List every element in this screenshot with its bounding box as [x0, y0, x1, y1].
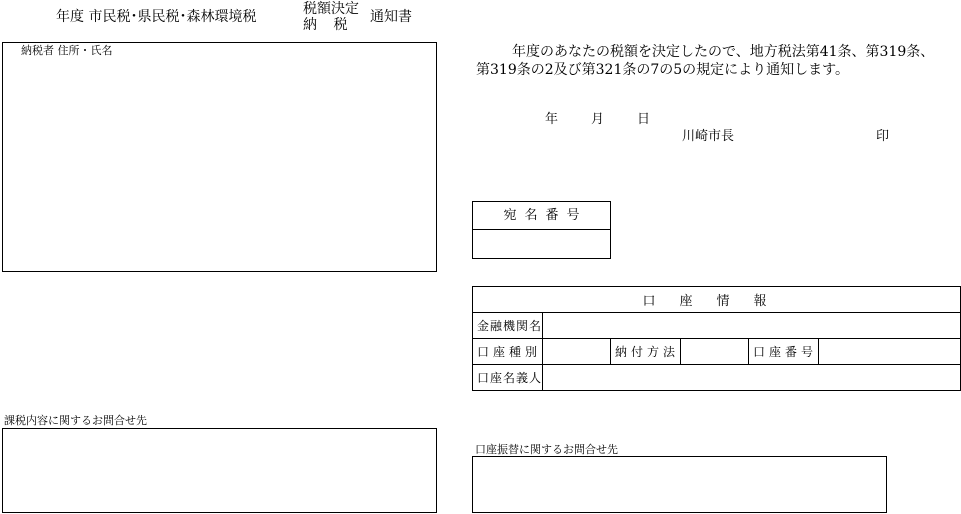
date-year: 年: [545, 112, 559, 127]
date-day: 日: [637, 112, 651, 127]
notice-line-2: 第319条の2及び第321条の7の5の規定により通知します。: [476, 62, 850, 78]
transfer-inquiry-box: [472, 456, 887, 513]
date-month: 月: [591, 112, 605, 127]
account-info-header: 口座情報: [473, 287, 961, 313]
address-number-label: 宛名番号: [473, 202, 610, 230]
account-type-label: 口座種別: [473, 339, 543, 365]
bank-name-label: 金融機関名: [473, 313, 543, 339]
account-number-value: [819, 339, 961, 365]
address-number-box: [472, 201, 611, 259]
payment-method-value: [681, 339, 749, 365]
issuer-name: 川崎市長: [682, 129, 735, 144]
taxpayer-box: [2, 42, 437, 272]
title-stack-bottom: 納 税: [303, 17, 354, 33]
notice-line-1: 年度のあなたの税額を決定したので、地方税法第41条、第319条、: [512, 44, 935, 60]
bank-name-value: [543, 313, 961, 339]
account-holder-label: 口座名義人: [473, 365, 543, 391]
seal-mark: 印: [876, 129, 890, 144]
account-holder-value: [543, 365, 961, 391]
document-title: 年度 市民税･県民税･森林環境税: [56, 9, 257, 25]
transfer-inquiry-label: 口座振替に関するお問合せ先: [475, 443, 618, 456]
account-info-table: [472, 286, 961, 391]
title-stack-top: 税額決定: [303, 1, 359, 17]
payment-method-label: 納付方法: [611, 339, 681, 365]
taxpayer-label: 納税者 住所・氏名: [21, 44, 113, 57]
tax-inquiry-box: [2, 428, 437, 513]
title-suffix: 通知書: [370, 9, 412, 25]
account-number-label: 口座番号: [749, 339, 819, 365]
account-type-value: [543, 339, 611, 365]
tax-inquiry-label: 課税内容に関するお問合せ先: [4, 414, 147, 427]
